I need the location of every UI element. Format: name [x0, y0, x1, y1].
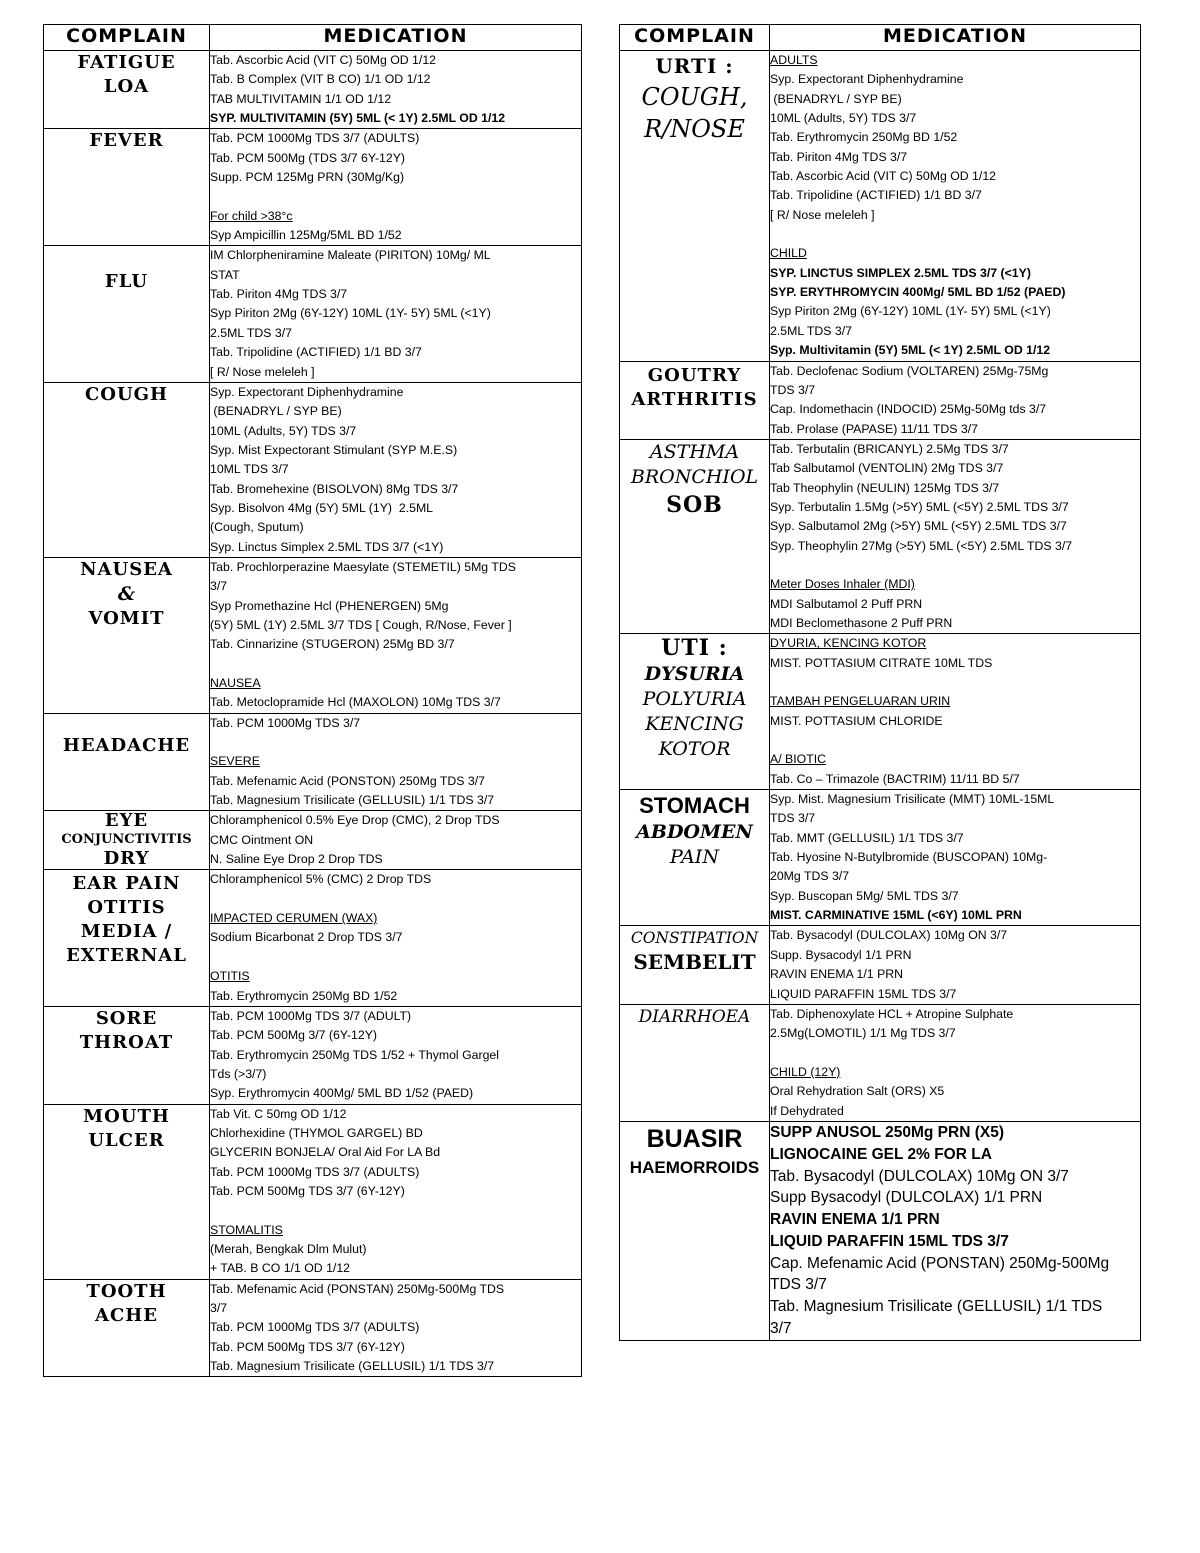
medication-line: Tab. Cinnarizine (STUGERON) 25Mg BD 3/7 [210, 637, 455, 652]
medication-line: (Merah, Bengkak Dlm Mulut) [210, 1241, 367, 1256]
medication-line: Syp. Linctus Simplex 2.5ML TDS 3/7 (<1Y) [210, 539, 444, 554]
medication-line: MDI Beclomethasone 2 Puff PRN [770, 615, 953, 630]
medication-line: Syp. Theophylin 27Mg (>5Y) 5ML (<5Y) 2.5ML TDS 3/7 [770, 538, 1073, 553]
medication-line: Cap. Mefenamic Acid (PONSTAN) 250Mg-500Mg [770, 1254, 1110, 1272]
medication-line: Tab. Prolase (PAPASE) 11/11 TDS 3/7 [770, 421, 979, 436]
medication-line: Tab. PCM 1000Mg TDS 3/7 (ADULTS) [210, 131, 420, 146]
medication-subheading: Meter Doses Inhaler (MDI) [770, 577, 915, 592]
medication-line: Tab. PCM 500Mg (TDS 3/7 6Y-12Y) [210, 150, 406, 165]
medication-line: 20Mg TDS 3/7 [770, 869, 850, 884]
complain-label: MOUTH [83, 1105, 170, 1127]
table-row [620, 1121, 1141, 1340]
medication-line: Tab. Mefenamic Acid (PONSTON) 250Mg TDS 3/7 [210, 773, 485, 788]
medication-cell [210, 811, 582, 870]
left-medication-table [43, 24, 582, 1377]
medication-line: Chloramphenicol 5% (CMC) 2 Drop TDS [210, 872, 432, 887]
medication-line: (BENADRYL / SYP BE) [210, 404, 342, 419]
table-row [44, 1104, 582, 1279]
medication-line [210, 948, 581, 967]
medication-line: Supp. Bysacodyl 1/1 PRN [770, 947, 912, 962]
table-row [620, 790, 1141, 926]
medication-line: Tab. Piriton 4Mg TDS 3/7 [210, 287, 348, 302]
medication-line: GLYCERIN BONJELA/ Oral Aid For LA Bd [210, 1145, 441, 1160]
medication-line: Tab Salbutamol (VENTOLIN) 2Mg TDS 3/7 [770, 461, 1004, 476]
medication-cell [210, 129, 582, 246]
medication-subheading: NAUSEA [210, 676, 261, 690]
medication-line: Syp. Expectorant Diphenhydramine [210, 384, 404, 399]
medication-subheading: IMPACTED CERUMEN (WAX) [210, 911, 378, 926]
medication-line: Tab Vit. C 50mg OD 1/12 [210, 1106, 347, 1121]
medication-line: Tab. Hyosine N-Butylbromide (BUSCOPAN) 10Mg- [770, 850, 1048, 865]
medication-cell [770, 926, 1141, 1004]
medication-line: SYP. MULTIVITAMIN (5Y) 5ML (< 1Y) 2.5ML OD 1/12 [210, 111, 506, 126]
complain-label: DYSURIA [644, 663, 745, 686]
medication-line: Tab. Tripolidine (ACTIFIED) 1/1 BD 3/7 [210, 345, 422, 360]
medication-subheading: For child >38°c [210, 208, 293, 223]
complain-label: GOUTRY [647, 364, 742, 386]
medication-line: Tab. Prochlorperazine Maesylate (STEMETIL) 5Mg TDS [210, 559, 516, 574]
complain-cell [44, 246, 210, 382]
complain-cell [620, 926, 770, 1004]
medication-line: Tab. B Complex (VIT B CO) 1/1 OD 1/12 [210, 72, 431, 87]
complain-label: DIARRHOEA [638, 1006, 751, 1027]
complain-label: R/NOSE [644, 115, 745, 143]
medication-line: N. Saline Eye Drop 2 Drop TDS [210, 852, 383, 867]
medication-line: Cap. Indomethacin (INDOCID) 25Mg-50Mg tds 3/7 [770, 402, 1047, 417]
medication-line: Supp. PCM 125Mg PRN (30Mg/Kg) [210, 170, 405, 185]
complain-cell [44, 1279, 210, 1377]
table-row [44, 382, 582, 557]
medication-line: RAVIN ENEMA 1/1 PRN [770, 967, 904, 982]
medication-line: Tab. Bysacodyl (DULCOLAX) 10Mg ON 3/7 [770, 928, 1008, 943]
table-row [44, 870, 582, 1006]
medication-line: Tab. Co – Trimazole (BACTRIM) 11/11 BD 5/7 [770, 771, 1020, 786]
complain-label: THROAT [79, 1031, 174, 1053]
medication-subheading: SEVERE [210, 754, 260, 769]
medication-line: Tab. Magnesium Trisilicate (GELLUSIL) 1/1 TDS 3/7 [210, 793, 495, 808]
table-row [620, 361, 1141, 439]
medication-line: [ R/ Nose meleleh ] [770, 207, 875, 222]
medication-line: Syp. Mist Expectorant Stimulant (SYP M.E.S) [210, 442, 458, 457]
complain-label: MEDIA / [80, 921, 173, 943]
medication-line: Tab. Magnesium Trisilicate (GELLUSIL) 1/1 TDS 3/7 [210, 1359, 495, 1374]
medication-line: LIGNOCAINE GEL 2% FOR LA [770, 1145, 992, 1163]
medication-line: CMC Ointment ON [210, 832, 314, 847]
complain-label: UTI : [661, 635, 728, 662]
medication-line: 3/7 [210, 1301, 228, 1315]
medication-line [770, 556, 1140, 575]
complain-label: TOOTH [86, 1280, 167, 1302]
complain-label: BRONCHIOL [630, 465, 759, 488]
complain-label: ACHE [94, 1304, 159, 1326]
medication-line: Syp Ampicillin 125Mg/5ML BD 1/52 [210, 228, 402, 243]
medication-cell [770, 790, 1141, 926]
complain-cell [44, 1006, 210, 1104]
medication-cell [210, 382, 582, 557]
complain-label: COUGH [84, 383, 169, 405]
medication-cell [770, 51, 1141, 362]
complain-label: COUGH, [641, 83, 748, 111]
medication-line: Tab. Terbutalin (BRICANYL) 2.5Mg TDS 3/7 [770, 441, 1009, 456]
complain-cell [620, 361, 770, 439]
medication-line: 2.5Mg(LOMOTIL) 1/1 Mg TDS 3/7 [770, 1026, 956, 1041]
medication-cell [210, 1006, 582, 1104]
medication-line: MIST. POTTASIUM CITRATE 10ML TDS [770, 655, 993, 670]
medication-line [770, 731, 1140, 750]
table-row [44, 51, 582, 129]
medication-cell [770, 361, 1141, 439]
complain-cell [44, 811, 210, 870]
medication-line: 2.5ML TDS 3/7 [770, 323, 853, 338]
medication-line: Tab. Metoclopramide Hcl (MAXOLON) 10Mg TDS 3/7 [210, 695, 501, 710]
complain-label: OTITIS [87, 897, 166, 919]
complain-label: KENCING [645, 713, 744, 736]
medication-line: [ R/ Nose meleleh ] [210, 364, 315, 379]
medication-line: Tab. Tripolidine (ACTIFIED) 1/1 BD 3/7 [770, 188, 982, 203]
medication-line: 10ML (Adults, 5Y) TDS 3/7 [770, 111, 917, 126]
medication-line: Tab. Declofenac Sodium (VOLTAREN) 25Mg-75Mg [770, 363, 1049, 378]
complain-cell [44, 129, 210, 246]
medication-line: TDS 3/7 [770, 382, 816, 397]
medication-line: STAT [210, 267, 240, 282]
medication-line: Tab. PCM 1000Mg TDS 3/7 [210, 715, 361, 730]
medication-line: 3/7 [210, 579, 228, 594]
complain-cell [44, 870, 210, 1006]
medication-line: Tab Theophylin (NEULIN) 125Mg TDS 3/7 [770, 480, 1000, 495]
medication-line: Oral Rehydration Salt (ORS) X5 [770, 1084, 945, 1099]
medication-line: Sodium Bicarbonat 2 Drop TDS 3/7 [210, 930, 403, 945]
medication-line: LIQUID PARAFFIN 15ML TDS 3/7 [770, 1232, 1009, 1250]
table-row [620, 51, 1141, 362]
complain-cell [620, 1121, 770, 1340]
medication-subheading: CHILD (12Y) [770, 1064, 841, 1079]
medication-header: MEDICATION [210, 25, 582, 51]
table-row [44, 557, 582, 713]
medication-line: Chloramphenicol 0.5% Eye Drop (CMC), 2 Drop TDS [210, 813, 500, 828]
table-row [44, 246, 582, 382]
complain-label: FATIGUE [77, 52, 176, 73]
medication-subheading: DYURIA, KENCING KOTOR [770, 636, 927, 651]
medication-cell [210, 51, 582, 129]
medication-line: Tab. Ascorbic Acid (VIT C) 50Mg OD 1/12 [770, 169, 996, 184]
medication-line: If Dehydrated [770, 1103, 844, 1118]
medication-line: Tab. PCM 1000Mg TDS 3/7 (ADULTS) [210, 1164, 420, 1179]
medication-cell [770, 1121, 1141, 1340]
table-row [620, 926, 1141, 1004]
table-row [44, 811, 582, 870]
medication-subheading: CHILD [770, 246, 807, 261]
complain-cell [620, 51, 770, 362]
complain-label: ARTHRITIS [631, 388, 758, 410]
medication-line: TAB MULTIVITAMIN 1/1 OD 1/12 [210, 91, 392, 106]
medication-line: Syp Piriton 2Mg (6Y-12Y) 10ML (1Y- 5Y) 5ML (<1Y) [770, 304, 1051, 319]
medication-line: Tab. PCM 500Mg TDS 3/7 (6Y-12Y) [210, 1183, 405, 1198]
medication-line: Syp. Erythromycin 400Mg/ 5ML BD 1/52 (PAED) [210, 1086, 474, 1101]
complain-cell [620, 790, 770, 926]
medication-line: Tab. Erythromycin 250Mg TDS 1/52 + Thymol Gargel [210, 1047, 499, 1062]
complain-cell [44, 1104, 210, 1279]
complain-label: STOMACH [639, 793, 750, 819]
medication-line: TDS 3/7 [770, 1276, 827, 1294]
medication-line: Syp. Multivitamin (5Y) 5ML (< 1Y) 2.5ML OD 1/12 [770, 343, 1051, 358]
medication-line: 10ML TDS 3/7 [210, 462, 289, 477]
medication-line: Syp Promethazine Hcl (PHENERGEN) 5Mg [210, 598, 449, 613]
medication-line: Tab. PCM 1000Mg TDS 3/7 (ADULT) [210, 1008, 412, 1023]
medication-line: Syp. Salbutamol 2Mg (>5Y) 5ML (<5Y) 2.5ML TDS 3/7 [770, 519, 1067, 534]
medication-line: Tab. Erythromycin 250Mg BD 1/52 [770, 130, 958, 145]
complain-label: LOA [103, 76, 150, 97]
medication-line: (5Y) 5ML (1Y) 2.5ML 3/7 TDS [ Cough, R/Nose, Fever ] [210, 617, 512, 632]
complain-label: EYE [104, 810, 149, 832]
medication-line: Tab. Erythromycin 250Mg BD 1/52 [210, 988, 398, 1003]
complain-label: ASTHMA [649, 440, 740, 463]
medication-cell [210, 1279, 582, 1377]
medication-line: 3/7 [770, 1320, 792, 1338]
medication-line: MDI Salbutamol 2 Puff PRN [770, 596, 923, 611]
medication-line [210, 1201, 581, 1220]
complain-cell [44, 713, 210, 811]
complain-cell [620, 634, 770, 790]
medication-cell [210, 246, 582, 382]
complain-header: COMPLAIN [620, 25, 770, 51]
medication-line: TDS 3/7 [770, 811, 816, 826]
complain-label: FEVER [89, 130, 164, 152]
table-row [620, 439, 1141, 633]
table-row [620, 634, 1141, 790]
medication-line: Supp Bysacodyl (DULCOLAX) 1/1 PRN [770, 1189, 1043, 1207]
medication-line: 2.5ML TDS 3/7 [210, 325, 293, 340]
medication-subheading: STOMALITIS [210, 1222, 283, 1237]
medication-line: (Cough, Sputum) [210, 520, 304, 535]
complain-label: EXTERNAL [66, 945, 187, 967]
complain-cell [44, 51, 210, 129]
medication-line [210, 655, 581, 674]
medication-line: Tab. Bysacodyl (DULCOLAX) 10Mg ON 3/7 [770, 1167, 1069, 1185]
medication-cell [770, 634, 1141, 790]
complain-label: HEADACHE [62, 734, 191, 756]
medication-line: + TAB. B CO 1/1 OD 1/12 [210, 1261, 350, 1276]
medication-line: MIST. CARMINATIVE 15ML (<6Y) 10ML PRN [770, 908, 1022, 923]
complain-label: FLU [104, 271, 149, 293]
medication-line: Syp. Buscopan 5Mg/ 5ML TDS 3/7 [770, 888, 959, 903]
medication-line: Syp. Bisolvon 4Mg (5Y) 5ML (1Y) 2.5ML [210, 500, 434, 515]
complain-header: COMPLAIN [44, 25, 210, 51]
complain-label: SORE [95, 1007, 158, 1029]
complain-label: & [117, 582, 136, 605]
medication-line: Tab. Piriton 4Mg TDS 3/7 [770, 149, 908, 164]
medication-line: LIQUID PARAFFIN 15ML TDS 3/7 [770, 986, 957, 1001]
medication-line: Tab. PCM 500Mg 3/7 (6Y-12Y) [210, 1028, 378, 1043]
medication-line: SYP. LINCTUS SIMPLEX 2.5ML TDS 3/7 (<1Y) [770, 265, 1031, 280]
medication-line: RAVIN ENEMA 1/1 PRN [770, 1211, 940, 1229]
medication-line: Tab. Bromehexine (BISOLVON) 8Mg TDS 3/7 [210, 481, 459, 496]
complain-label: URTI : [655, 54, 734, 78]
complain-label: KOTOR [658, 738, 731, 761]
medication-cell [210, 713, 582, 811]
medication-line [210, 733, 581, 752]
table-row [620, 1004, 1141, 1121]
complain-label: CONSTIPATION [630, 929, 759, 948]
medication-line: SUPP ANUSOL 250Mg PRN (X5) [770, 1123, 1004, 1141]
medication-cell [770, 1004, 1141, 1121]
medication-line [770, 1044, 1140, 1063]
medication-line: Tab. Diphenoxylate HCL + Atropine Sulphate [770, 1006, 1014, 1021]
complain-label: SOB [666, 491, 723, 518]
medication-line: (BENADRYL / SYP BE) [770, 91, 902, 106]
medication-line [210, 187, 581, 206]
complain-label: HAEMORROIDS [629, 1157, 760, 1177]
medication-cell [210, 870, 582, 1006]
medication-line: Tab. PCM 1000Mg TDS 3/7 (ADULTS) [210, 1320, 420, 1335]
complain-label: EAR PAIN [72, 873, 181, 895]
medication-line: Tab. MMT (GELLUSIL) 1/1 TDS 3/7 [770, 830, 964, 845]
medication-cell [210, 1104, 582, 1279]
right-medication-table [619, 24, 1141, 1341]
medication-line: Tab. Mefenamic Acid (PONSTAN) 250Mg-500Mg TDS [210, 1281, 505, 1296]
medication-line: IM Chlorpheniramine Maleate (PIRITON) 10Mg/ ML [210, 248, 491, 263]
medication-line: Syp. Expectorant Diphenhydramine [770, 72, 964, 87]
medication-line: Tab. PCM 500Mg TDS 3/7 (6Y-12Y) [210, 1339, 405, 1354]
complain-cell [620, 1004, 770, 1121]
medication-line: Chlorhexidine (THYMOL GARGEL) BD [210, 1125, 423, 1140]
complain-cell [44, 382, 210, 557]
complain-label: SEMBELIT [633, 950, 756, 975]
medication-line: 10ML (Adults, 5Y) TDS 3/7 [210, 423, 357, 438]
table-row [44, 1006, 582, 1104]
complain-label: BUASIR [646, 1124, 743, 1153]
medication-line: MIST. POTTASIUM CHLORIDE [770, 713, 943, 728]
medication-line: Tab. Magnesium Trisilicate (GELLUSIL) 1/1 TDS [770, 1298, 1103, 1316]
medication-line: Syp Piriton 2Mg (6Y-12Y) 10ML (1Y- 5Y) 5ML (<1Y) [210, 306, 491, 321]
complain-label: CONJUNCTIVITIS [61, 832, 192, 848]
complain-label: PAIN [670, 846, 719, 869]
medication-line [770, 673, 1140, 692]
complain-cell [620, 439, 770, 633]
table-row [44, 129, 582, 246]
medication-line: Syp. Mist. Magnesium Trisilicate (MMT) 10ML-15ML [770, 792, 1055, 807]
medication-line: Tab. Ascorbic Acid (VIT C) 50Mg OD 1/12 [210, 53, 436, 67]
complain-label: VOMIT [88, 607, 165, 629]
complain-cell [44, 557, 210, 713]
complain-label: NAUSEA [80, 558, 173, 580]
medication-cell [210, 557, 582, 713]
medication-header: MEDICATION [770, 25, 1141, 51]
complain-label: DRY [103, 848, 150, 870]
table-row [44, 1279, 582, 1377]
medication-subheading: A/ BIOTIC [770, 752, 827, 767]
medication-subheading: ADULTS [770, 53, 818, 67]
medication-cell [770, 439, 1141, 633]
table-row [44, 713, 582, 811]
medication-line: Tds (>3/7) [210, 1066, 267, 1081]
complain-label: ULCER [88, 1129, 165, 1151]
medication-line: Syp. Terbutalin 1.5Mg (>5Y) 5ML (<5Y) 2.5ML TDS 3/7 [770, 499, 1069, 514]
medication-line [770, 225, 1140, 244]
medication-subheading: OTITIS [210, 969, 250, 984]
medication-line: SYP. ERYTHROMYCIN 400Mg/ 5ML BD 1/52 (PAED) [770, 285, 1066, 300]
medication-subheading: TAMBAH PENGELUARAN URIN [770, 694, 951, 709]
complain-label: POLYURIA [642, 688, 747, 711]
complain-label: ABDOMEN [636, 821, 753, 844]
medication-line [210, 890, 581, 909]
